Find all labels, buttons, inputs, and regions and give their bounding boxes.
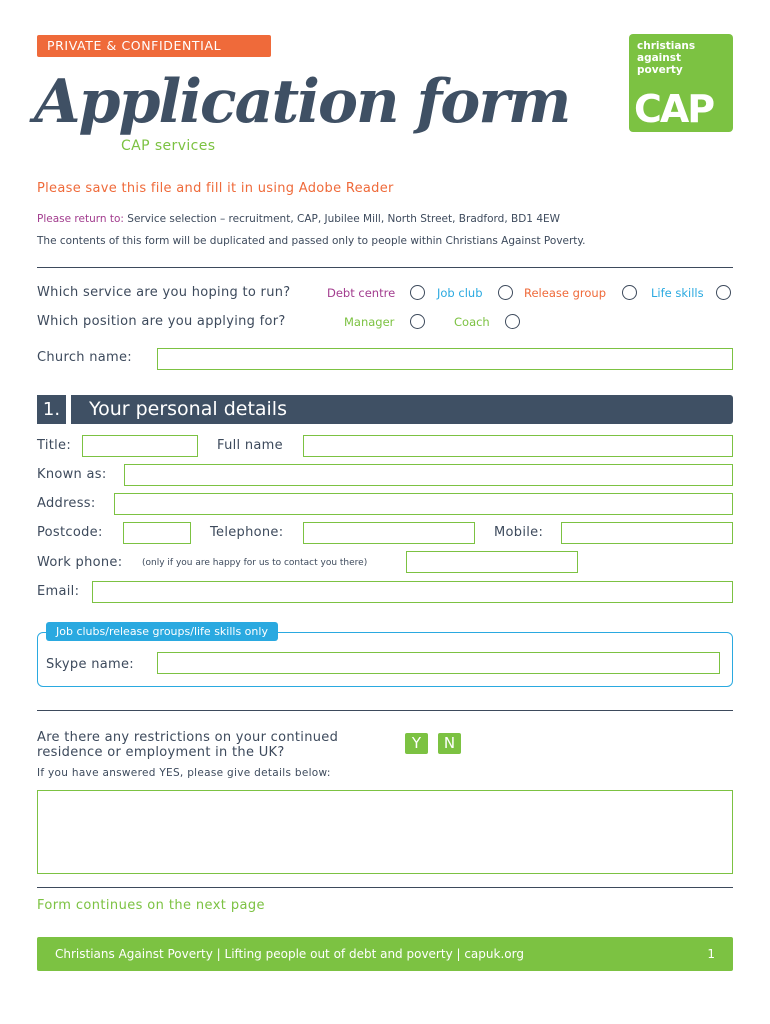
footer-text: Christians Against Poverty | Lifting people out of debt and poverty | capuk.org xyxy=(55,947,524,961)
return-label: Please return to: xyxy=(37,213,124,225)
page-number: 1 xyxy=(707,947,715,961)
section-1-header xyxy=(37,395,733,424)
skype-panel-tab: Job clubs/release groups/life skills only xyxy=(46,622,278,641)
option-job-club-label: Job club xyxy=(437,286,483,300)
restrictions-details-field[interactable] xyxy=(37,790,733,874)
email-label: Email: xyxy=(37,584,80,599)
church-name-label: Church name: xyxy=(37,350,132,365)
title-label: Title: xyxy=(37,438,72,453)
logo-line-2: against xyxy=(637,52,682,64)
logo-line-3: poverty xyxy=(637,64,683,76)
logo-text xyxy=(637,40,695,76)
known-as-label: Known as: xyxy=(37,467,107,482)
telephone-field[interactable] xyxy=(303,522,475,544)
skype-name-field[interactable] xyxy=(157,652,720,674)
restrictions-question xyxy=(37,730,338,760)
option-release-group-label: Release group xyxy=(524,286,606,300)
page-title: Application form xyxy=(34,67,570,137)
church-name-field[interactable] xyxy=(157,348,733,370)
known-as-field[interactable] xyxy=(124,464,733,486)
option-manager-label: Manager xyxy=(344,315,395,329)
address-field[interactable] xyxy=(114,493,733,515)
postcode-field[interactable] xyxy=(123,522,191,544)
position-question-label: Which position are you applying for? xyxy=(37,314,286,329)
full-name-field[interactable] xyxy=(303,435,733,457)
divider xyxy=(37,710,733,711)
radio-release-group[interactable] xyxy=(622,285,637,300)
radio-manager[interactable] xyxy=(410,314,425,329)
option-coach-label: Coach xyxy=(454,315,490,329)
contents-note: The contents of this form will be duplicated and passed only to people within Christians Against Poverty. xyxy=(37,235,586,247)
radio-coach[interactable] xyxy=(505,314,520,329)
no-checkbox[interactable]: N xyxy=(438,733,461,754)
option-life-skills-label: Life skills xyxy=(651,286,704,300)
radio-life-skills[interactable] xyxy=(716,285,731,300)
continues-note: Form continues on the next page xyxy=(37,898,265,913)
yes-checkbox[interactable]: Y xyxy=(405,733,428,754)
footer-bar xyxy=(37,937,733,971)
page-subtitle: CAP services xyxy=(121,138,216,154)
divider xyxy=(37,887,733,888)
logo-line-1: christians xyxy=(637,40,696,52)
option-debt-centre-label: Debt centre xyxy=(327,286,396,300)
divider xyxy=(37,267,733,268)
full-name-label: Full name xyxy=(217,438,283,453)
service-question-label: Which service are you hoping to run? xyxy=(37,285,291,300)
work-phone-label: Work phone: xyxy=(37,555,123,570)
title-field[interactable] xyxy=(82,435,198,457)
section-title: Your personal details xyxy=(89,398,287,420)
restrictions-question-line-1: Are there any restrictions on your continued xyxy=(37,730,339,745)
return-address-line xyxy=(37,213,560,225)
radio-debt-centre[interactable] xyxy=(410,285,425,300)
mobile-label: Mobile: xyxy=(494,525,544,540)
work-phone-note: (only if you are happy for us to contact you there) xyxy=(142,558,368,568)
skype-name-label: Skype name: xyxy=(46,657,134,672)
cap-logo xyxy=(629,34,733,132)
address-label: Address: xyxy=(37,496,96,511)
email-field[interactable] xyxy=(92,581,733,603)
radio-job-club[interactable] xyxy=(498,285,513,300)
restrictions-details-note: If you have answered YES, please give details below: xyxy=(37,767,331,779)
telephone-label: Telephone: xyxy=(210,525,284,540)
logo-mark: CAP xyxy=(634,87,714,131)
save-note: Please save this file and fill it in using Adobe Reader xyxy=(37,181,394,196)
postcode-label: Postcode: xyxy=(37,525,103,540)
mobile-field[interactable] xyxy=(561,522,733,544)
work-phone-field[interactable] xyxy=(406,551,578,573)
restrictions-question-line-2: residence or employment in the UK? xyxy=(37,745,285,760)
return-address: Service selection – recruitment, CAP, Jubilee Mill, North Street, Bradford, BD1 4EW xyxy=(123,213,561,225)
confidential-badge: PRIVATE & CONFIDENTIAL xyxy=(37,35,271,57)
section-number: 1. xyxy=(37,395,71,424)
